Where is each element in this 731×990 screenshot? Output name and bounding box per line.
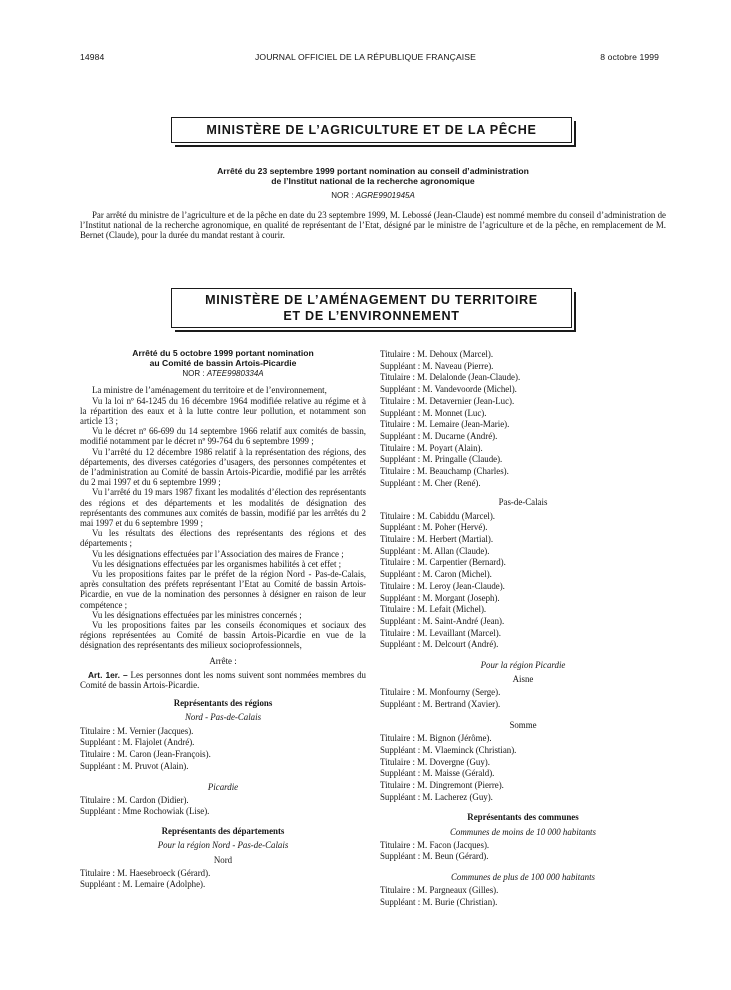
decree2-paragraph: Vu les propositions faites par les conseils économiques et sociaux des régions représentées au Comité de bassin Artois-Picardie en vue de la désignation des représentants des milieux socioprofessionnels,	[80, 620, 366, 651]
decree2-title	[80, 349, 366, 368]
member-line: Titulaire : M. Facon (Jacques).	[380, 839, 490, 850]
decree2-paragraph: La ministre de l’aménagement du territoire et de l’environnement,	[92, 385, 327, 396]
member-line: Titulaire : M. Herbert (Martial).	[380, 534, 494, 545]
decree1-nor-code: AGRE9901945A	[355, 191, 415, 200]
member-line: Titulaire : M. Caron (Jean-François).	[80, 749, 211, 760]
section-heading-communes: Représentants des communes	[467, 812, 579, 823]
member-line: Titulaire : M. Lemaire (Jean-Marie).	[380, 419, 510, 430]
member-line: Titulaire : M. Leroy (Jean-Claude).	[380, 580, 505, 591]
decree2-paragraph: Vu l’arrêté du 19 mars 1987 fixant les modalités d’élection des représentants des régions et des départements et les modalités de désignation des représentants des communes aux comités de bassin, modifié par les arrêtés du 2 mai 1997 et du 6 septembre 1999 ;	[80, 487, 366, 529]
subheading-somme: Somme	[509, 719, 537, 730]
decree1-nor-label: NOR :	[331, 191, 354, 200]
ministry-environment-title-line2: ET DE L’ENVIRONNEMENT	[283, 309, 460, 323]
member-line: Titulaire : M. Delalonde (Jean-Claude).	[380, 372, 521, 383]
member-line: Suppléant : M. Pruvot (Alain).	[80, 760, 189, 771]
left-column	[80, 349, 366, 891]
member-line: Suppléant : Mme Rochowiak (Lise).	[80, 806, 210, 817]
member-line: Suppléant : M. Bertrand (Xavier).	[380, 699, 501, 710]
member-line: Titulaire : M. Beauchamp (Charles).	[380, 466, 509, 477]
member-line: Suppléant : M. Beun (Gérard).	[380, 851, 489, 862]
article-1-text: Les personnes dont les noms suivent sont nommées membres du Comité de bassin Artois-Picardie.	[80, 669, 366, 691]
member-line: Titulaire : M. Cardon (Didier).	[80, 794, 189, 805]
member-line: Titulaire : M. Carpentier (Bernard).	[380, 557, 506, 568]
decree2-nor	[80, 369, 366, 379]
member-line: Suppléant : M. Lemaire (Adolphe).	[80, 879, 206, 890]
decree1-title-line1: Arrêté du 23 septembre 1999 portant nomination au conseil d’administration	[217, 166, 529, 176]
member-line: Suppléant : M. Monnet (Luc).	[380, 407, 487, 418]
member-line: Titulaire : M. Poyart (Alain).	[380, 442, 483, 453]
member-line: Titulaire : M. Detavernier (Jean-Luc).	[380, 395, 515, 406]
member-line: Titulaire : M. Levaillant (Marcel).	[380, 627, 501, 638]
member-line: Titulaire : M. Pargneaux (Gilles).	[380, 885, 499, 896]
member-line: Suppléant : M. Allan (Claude).	[380, 545, 490, 556]
decree1-body: Par arrêté du ministre de l’agriculture et de la pêche en date du 23 septembre 1999, M. Lebossé (Jean-Claude) est nommé membre du conseil d’administration de l’Institut national de la recherche agronomique, en qualité de représentant de l’Etat, désigné par le ministre de l’agriculture et de la pêche, en remplacement de M. Bernet (Claude), pour la durée du mandat restant à courir.	[80, 210, 666, 241]
decree2-paragraph: Vu la loi nº 64-1245 du 16 décembre 1964 modifiée relative au régime et à la répartition des eaux et à la lutte contre leur pollution, et notamment son article 13 ;	[80, 395, 366, 426]
decree1-nor	[80, 191, 666, 200]
decree2-paragraph: Vu les désignations effectuées par l’Association des maires de France ;	[92, 548, 344, 559]
article-1	[80, 670, 366, 690]
section-heading-regions: Représentants des régions	[173, 698, 273, 709]
decree2-paragraph: Vu les résultats des élections des représentants des régions et des départements ;	[80, 528, 366, 549]
member-line: Titulaire : M. Cabiddu (Marcel).	[380, 510, 496, 521]
member-line: Suppléant : M. Saint-André (Jean).	[380, 615, 505, 626]
member-line: Titulaire : M. Dovergne (Guy).	[380, 756, 490, 767]
member-line: Suppléant : M. Cher (René).	[380, 477, 481, 488]
member-line: Titulaire : M. Lefait (Michel).	[380, 604, 487, 615]
page-number: 14984	[80, 52, 105, 62]
ministry-agriculture-title: MINISTÈRE DE L’AGRICULTURE ET DE LA PÊCHE	[206, 123, 537, 137]
decree1-title-line2: de l’Institut national de la recherche agronomique	[271, 175, 475, 186]
decree2-title-line2: au Comité de bassin Artois-Picardie	[149, 357, 297, 368]
member-line: Titulaire : M. Haesebroeck (Gérard).	[80, 867, 211, 878]
member-line: Suppléant : M. Caron (Michel).	[380, 569, 492, 580]
subheading-pour-region-nord: Pour la région Nord - Pas-de-Calais	[157, 840, 289, 851]
member-line: Suppléant : M. Poher (Hervé).	[380, 522, 488, 533]
member-line: Suppléant : M. Delcourt (André).	[380, 639, 499, 650]
article-1-label: Art. 1er. –	[88, 669, 128, 680]
member-line: Suppléant : M. Morgant (Joseph).	[380, 592, 500, 603]
member-line: Suppléant : M. Burie (Christian).	[380, 897, 498, 908]
journal-title: JOURNAL OFFICIEL DE LA RÉPUBLIQUE FRANÇAISE	[255, 52, 476, 62]
ministry-environment-heading	[171, 288, 572, 328]
arrete-label: Arrête :	[209, 655, 237, 666]
ministry-agriculture-heading	[171, 117, 572, 143]
member-line: Suppléant : M. Ducarne (André).	[380, 430, 498, 441]
subheading-nord-pas-de-calais: Nord - Pas-de-Calais	[184, 712, 262, 723]
subheading-moins-10000: Communes de moins de 10 000 habitants	[450, 826, 596, 837]
subheading-nord: Nord	[213, 854, 233, 865]
member-line: Suppléant : M. Flajolet (André).	[80, 737, 195, 748]
member-line: Titulaire : M. Monfourny (Serge).	[380, 687, 501, 698]
member-line: Titulaire : M. Vernier (Jacques).	[80, 725, 194, 736]
right-column	[380, 349, 666, 909]
decree2-title-line1: Arrêté du 5 octobre 1999 portant nomination	[132, 348, 314, 358]
member-line: Suppléant : M. Vandevoorde (Michel).	[380, 384, 517, 395]
member-line: Titulaire : M. Dehoux (Marcel).	[380, 349, 494, 359]
member-line: Titulaire : M. Bignon (Jérôme).	[380, 733, 492, 744]
decree2-paragraph: Vu l’arrêté du 12 décembre 1986 relatif à la représentation des régions, des départements, des diverses catégories d’usagers, des personnes compétentes et de l’administration au Comité de bassin Artois-Picardie, modifié par les arrêtés du 2 mai 1997 et du 6 septembre 1999 ;	[80, 446, 366, 488]
section-heading-departements: Représentants des départements	[161, 826, 285, 837]
decree2-nor-code: ATEE9980334A	[206, 369, 264, 379]
member-line: Suppléant : M. Pringalle (Claude).	[380, 454, 503, 465]
member-line: Suppléant : M. Lacherez (Guy).	[380, 791, 493, 802]
subheading-plus-100000: Communes de plus de 100 000 habitants	[451, 872, 595, 883]
member-line: Suppléant : M. Maisse (Gérald).	[380, 768, 495, 779]
decree2-nor-label: NOR :	[182, 369, 205, 379]
subheading-picardie: Picardie	[207, 781, 239, 792]
decree2-paragraph: Vu le décret nº 66-699 du 14 septembre 1966 relatif aux comités de bassin, modifié notamment par le décret nº 99-764 du 6 septembre 1999 ;	[80, 426, 366, 447]
member-line: Suppléant : M. Naveau (Pierre).	[380, 360, 494, 371]
issue-date: 8 octobre 1999	[600, 52, 659, 62]
decree1-title	[80, 167, 666, 186]
subheading-pour-region-picardie: Pour la région Picardie	[480, 660, 566, 671]
subheading-pas-de-calais: Pas-de-Calais	[498, 497, 548, 508]
decree2-paragraph: Vu les propositions faites par le préfet de la région Nord - Pas-de-Calais, après consultation des préfets représentant l’Etat au Comité de bassin Artois-Picardie, en vue de la nomination des personnes à désigner en raison de leur compétence ;	[80, 569, 366, 610]
ministry-environment-title-line1: MINISTÈRE DE L’AMÉNAGEMENT DU TERRITOIRE	[205, 293, 538, 307]
decree2-paragraph: Vu les désignations effectuées par les organismes habilités à cet effet ;	[92, 558, 342, 569]
decree2-paragraph: Vu les désignations effectuées par les ministres concernés ;	[92, 609, 302, 620]
member-line: Suppléant : M. Vlaeminck (Christian).	[380, 744, 517, 755]
subheading-aisne: Aisne	[512, 674, 534, 685]
member-line: Titulaire : M. Dingremont (Pierre).	[380, 779, 504, 790]
